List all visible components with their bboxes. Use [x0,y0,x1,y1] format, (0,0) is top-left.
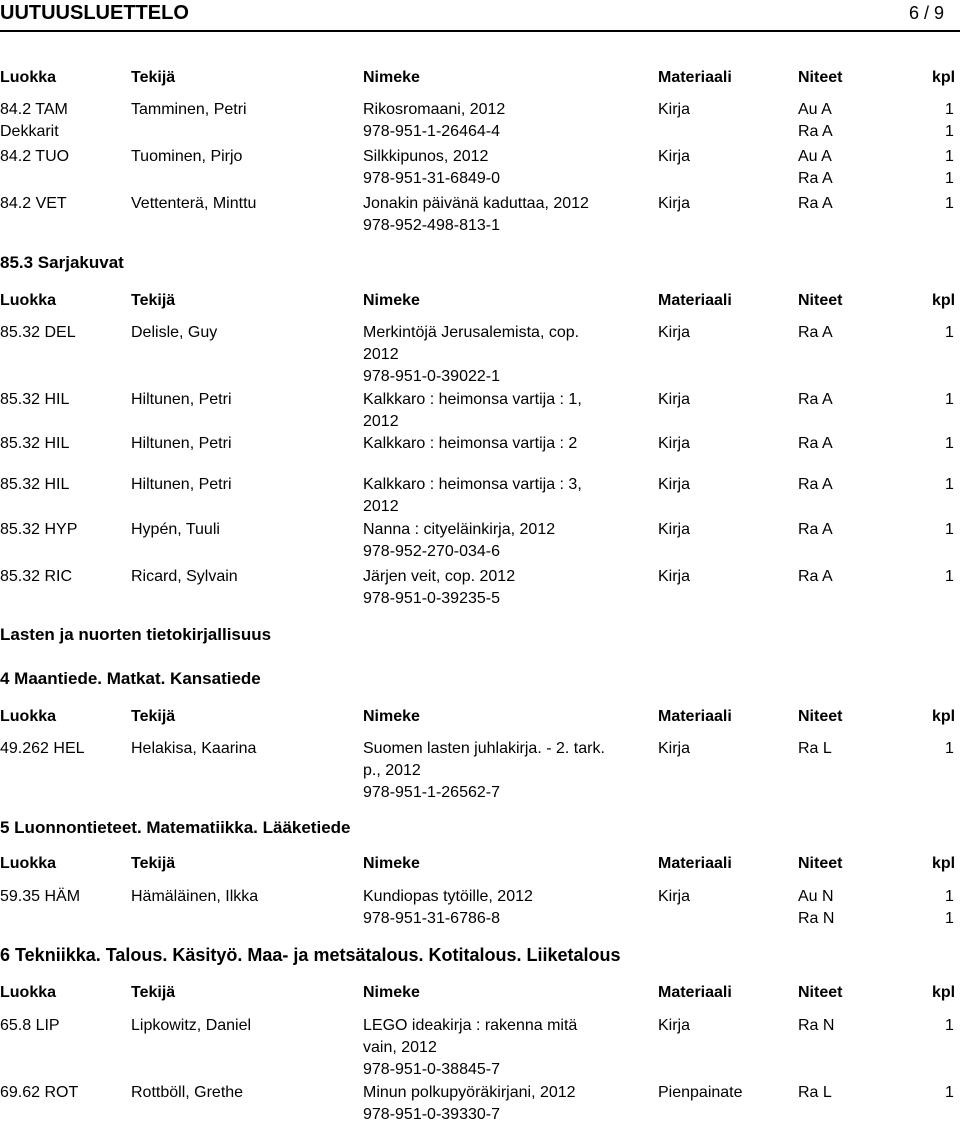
col-luokka: Luokka [0,708,57,725]
cell-materiaali: Kirja [658,324,691,341]
cell-luokka: 85.32 HYP [0,521,78,538]
col-tekija: Tekijä [131,708,176,725]
cell-luokka: 85.32 RIC [0,568,73,585]
cell-materiaali: Kirja [658,740,691,757]
table-row [0,322,960,385]
cell-luokka: 84.2 TUO [0,148,70,165]
cell-tekija: Vettenterä, Minttu [131,195,257,212]
table-row [0,886,960,927]
col-niteet: Niteet [798,984,843,1001]
cell-nimeke: Kalkkaro : heimonsa vartija : 1, 2012 [363,391,582,430]
table-row [0,389,960,430]
cell-kpl: 1 [945,1084,954,1101]
col-nimeke: Nimeke [363,292,420,309]
cell-tekija: Ricard, Sylvain [131,568,238,585]
col-materiaali: Materiaali [658,855,732,872]
table-row [0,474,960,515]
cell-materiaali: Kirja [658,391,691,408]
cell-niteet: Ra A [798,391,833,408]
cell-kpl: 1 [945,391,954,408]
cell-nimeke: Kalkkaro : heimonsa vartija : 3, 2012 [363,476,582,515]
col-tekija: Tekijä [131,855,176,872]
col-luokka: Luokka [0,984,57,1001]
col-materiaali: Materiaali [658,292,732,309]
cell-kpl: 1 [945,324,954,341]
cell-tekija: Rottböll, Grethe [131,1084,244,1101]
cell-luokka: 65.8 LIP [0,1017,60,1034]
cell-nimeke: Kalkkaro : heimonsa vartija : 2 [363,435,578,452]
cell-niteet: Ra A [798,568,833,585]
cell-materiaali: Kirja [658,148,691,165]
cell-kpl: 1 [945,568,954,585]
cell-niteet: Ra A [798,521,833,538]
cell-nimeke: Rikosromaani, 2012 978-951-1-26464-4 [363,101,506,140]
cell-kpl: 1 1 [945,101,954,140]
cell-niteet: Ra L [798,1084,832,1101]
cell-tekija: Tuominen, Pirjo [131,148,243,165]
col-kpl: kpl [932,708,956,725]
table-row [0,1082,960,1123]
cell-luokka: 49.262 HEL [0,740,85,757]
col-luokka: Luokka [0,855,57,872]
cell-materiaali: Kirja [658,568,691,585]
cell-nimeke: Jonakin päivänä kaduttaa, 2012 978-952-498-813-1 [363,195,589,234]
table-row [0,433,960,455]
cell-luokka: 59.35 HÄM [0,888,81,905]
cell-tekija: Hypén, Tuuli [131,521,220,538]
cell-tekija: Tamminen, Petri [131,101,247,118]
col-niteet: Niteet [798,69,843,86]
cell-nimeke: Merkintöjä Jerusalemista, cop. 2012 978-951-0-39022-1 [363,324,580,385]
cell-kpl: 1 [945,195,954,212]
cell-materiaali: Kirja [658,888,691,905]
cell-luokka: 85.32 DEL [0,324,76,341]
column-header-row [0,982,960,1004]
cell-nimeke: Järjen veit, cop. 2012 978-951-0-39235-5 [363,568,516,607]
cell-luokka: 84.2 TAM Dekkarit [0,101,68,140]
table-row [0,566,960,607]
col-luokka: Luokka [0,292,57,309]
col-nimeke: Nimeke [363,855,420,872]
cell-luokka: 85.32 HIL [0,391,70,408]
cell-materiaali: Kirja [658,435,691,452]
cell-luokka: 85.32 HIL [0,435,70,452]
col-materiaali: Materiaali [658,708,732,725]
cell-niteet: Au A Ra A [798,148,833,187]
col-niteet: Niteet [798,292,843,309]
col-tekija: Tekijä [131,984,176,1001]
cell-nimeke: LEGO ideakirja : rakenna mitä vain, 2012 978-951-0-38845-7 [363,1017,578,1078]
col-nimeke: Nimeke [363,984,420,1001]
cell-niteet: Ra N [798,1017,835,1034]
cell-kpl: 1 [945,740,954,757]
header-rule [0,30,960,32]
col-kpl: kpl [932,292,956,309]
cell-kpl: 1 1 [945,888,954,927]
cell-nimeke: Minun polkupyöräkirjani, 2012 978-951-0-39330-7 [363,1084,576,1123]
cell-tekija: Lipkowitz, Daniel [131,1017,252,1034]
cell-niteet: Au N Ra N [798,888,835,927]
cell-tekija: Hiltunen, Petri [131,476,232,493]
col-nimeke: Nimeke [363,708,420,725]
cell-tekija: Hiltunen, Petri [131,435,232,452]
column-header-row [0,853,960,875]
cell-niteet: Au A Ra A [798,101,833,140]
cell-kpl: 1 [945,476,954,493]
cell-tekija: Delisle, Guy [131,324,218,341]
cell-nimeke: Kundiopas tytöille, 2012 978-951-31-6786-8 [363,888,533,927]
cell-luokka: 85.32 HIL [0,476,70,493]
page-number: 6 / 9 [908,3,944,23]
table-row [0,193,960,234]
section-heading: 85.3 Sarjakuvat [0,253,124,272]
col-niteet: Niteet [798,708,843,725]
column-header-row [0,290,960,312]
col-kpl: kpl [932,984,956,1001]
cell-kpl: 1 1 [945,148,954,187]
cell-tekija: Helakisa, Kaarina [131,740,257,757]
cell-tekija: Hiltunen, Petri [131,391,232,408]
cell-niteet: Ra A [798,195,833,212]
table-row [0,146,960,187]
cell-niteet: Ra A [798,435,833,452]
section-heading: Lasten ja nuorten tietokirjallisuus [0,625,272,644]
col-luokka: Luokka [0,69,57,86]
cell-nimeke: Suomen lasten juhlakirja. - 2. tark. p., 2012 978-951-1-26562-7 [363,740,605,801]
column-header-row [0,67,960,89]
cell-materiaali: Kirja [658,195,691,212]
table-row [0,1015,960,1078]
cell-kpl: 1 [945,521,954,538]
table-row [0,99,960,140]
cell-luokka: 69.62 ROT [0,1084,79,1101]
col-tekija: Tekijä [131,69,176,86]
cell-materiaali: Kirja [658,521,691,538]
col-kpl: kpl [932,69,956,86]
col-kpl: kpl [932,855,956,872]
cell-luokka: 84.2 VET [0,195,67,212]
table-row [0,738,960,801]
cell-materiaali: Kirja [658,101,691,118]
col-niteet: Niteet [798,855,843,872]
section-heading: 6 Tekniikka. Talous. Käsityö. Maa- ja metsätalous. Kotitalous. Liiketalous [0,945,621,965]
cell-materiaali: Pienpainate [658,1084,743,1101]
col-nimeke: Nimeke [363,69,420,86]
cell-nimeke: Nanna : cityeläinkirja, 2012 978-952-270-034-6 [363,521,556,560]
col-materiaali: Materiaali [658,69,732,86]
cell-materiaali: Kirja [658,476,691,493]
col-materiaali: Materiaali [658,984,732,1001]
column-header-row [0,706,960,728]
page-title: UUTUUSLUETTELO [0,2,189,24]
table-row [0,519,960,560]
cell-tekija: Hämäläinen, Ilkka [131,888,259,905]
section-heading: 4 Maantiede. Matkat. Kansatiede [0,669,261,688]
cell-niteet: Ra A [798,324,833,341]
cell-materiaali: Kirja [658,1017,691,1034]
cell-niteet: Ra L [798,740,832,757]
cell-kpl: 1 [945,435,954,452]
section-heading: 5 Luonnontieteet. Matematiikka. Lääketiede [0,818,351,837]
cell-kpl: 1 [945,1017,954,1034]
col-tekija: Tekijä [131,292,176,309]
cell-nimeke: Silkkipunos, 2012 978-951-31-6849-0 [363,148,500,187]
cell-niteet: Ra A [798,476,833,493]
